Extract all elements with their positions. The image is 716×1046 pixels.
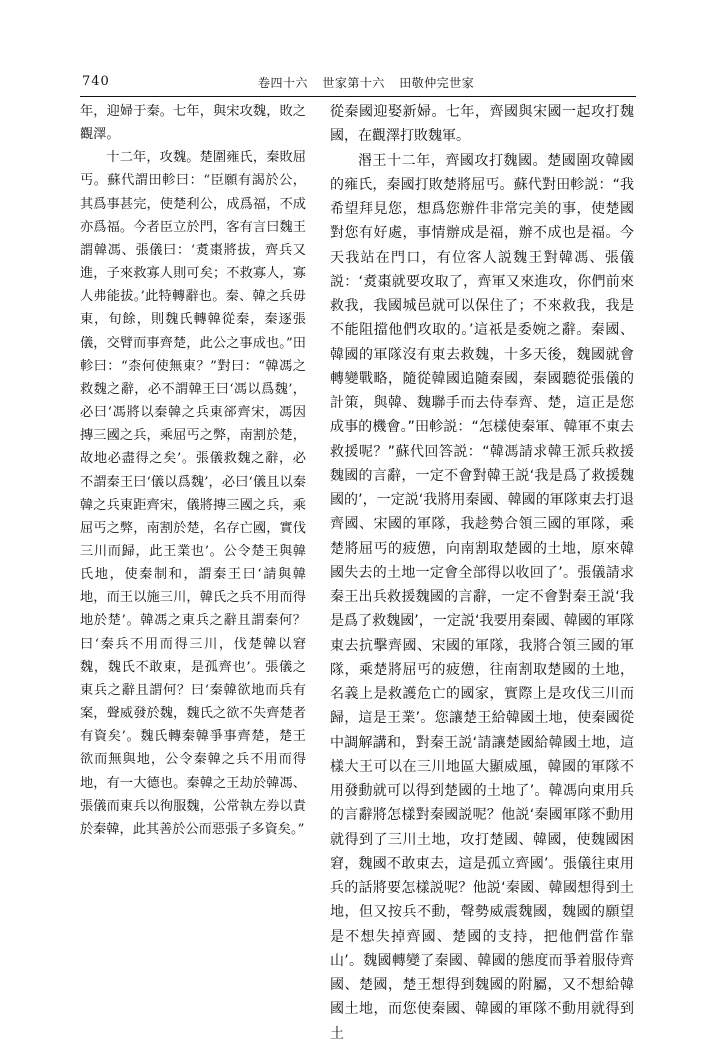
translation-text-column xyxy=(330,100,634,1046)
translation-paragraph-2: 湣王十二年，齊國攻打魏國。楚國圍攻韓國的雍氏，秦國打敗楚將屈丐。蘇代對田軫説：“我希望拜見您，想爲您辦件非常完美的事，使楚國對您有好處，事情辦成是福，辦不成也是福。今天我站在門口，有位客人説魏王對韓馮、張儀説：‘煑棗就要攻取了，齊軍又來進攻，你們前來救我，我國城邑就可以保住了；不來救我，我是不能阻擋他們攻取的。’這祇是委婉之辭。秦國、韓國的軍隊沒有東去救魏，十多天後，魏國就會轉變戰略，隨從韓國追隨秦國，秦國聽從張儀的計策，與韓、魏聯手而去侍奉齊、楚，這正是您成事的機會。”田軫説：“怎樣使秦軍、韓軍不東去救援呢？”蘇代回答説：“韓馮請求韓王派兵救援魏國的言辭，一定不會對韓王説‘我是爲了救援魏國的’，一定説‘我將用秦國、韓國的軍隊東去打退齊國、宋國的軍隊，我趁勢合領三國的軍隊，乘楚將屈丐的疲憊，向南割取楚國的土地，原來韓國失去的土地一定會全部得以收回了’。張儀請求秦王出兵救援魏國的言辭，一定不會對秦王説‘我是爲了救魏國’，一定説‘我要用秦國、韓國的軍隊東去抗擊齊國、宋國的軍隊，我將合領三國的軍隊，乘楚將屈丐的疲憊，往南割取楚國的土地，名義上是救護危亡的國家，實際上是攻伐三川而歸，這是王業’。您讓楚王給韓國土地，使秦國從中調解講和，對秦王説‘請讓楚國給韓國土地，這樣大王可以在三川地區大顯威風，韓國的軍隊不用發動就可以得到楚國的土地了’。韓馮向東用兵的言辭將怎樣對秦國説呢？他説‘秦國軍隊不動用就得到了三川土地，攻打楚國、韓國，使魏國困窘，魏國不敢東去，這是孤立齊國’。張儀往東用兵的話將要怎樣説呢？他説‘秦國、韓國想得到土地，但又按兵不動，聲勢威震魏國，魏國的願望是不想失掉齊國、楚國的支持，把他們當作靠山’。魏國轉變了秦國、韓國的態度而爭着服侍齊國、楚國，楚王想得到魏國的附屬，又不想給韓國土地，而您使秦國、韓國的軍隊不動用就得到土 xyxy=(330,152,634,1042)
classical-paragraph-1: 年，迎婦于秦。七年，與宋攻魏，敗之觀澤。 xyxy=(80,104,306,143)
translation-paragraph-1: 從秦國迎娶新婦。七年，齊國與宋國一起攻打魏國，在觀澤打敗魏軍。 xyxy=(330,104,634,145)
section-label: 世家第十六 xyxy=(322,76,385,90)
page-number: 740 xyxy=(82,74,110,89)
volume-label: 卷四十六 xyxy=(258,76,309,90)
classical-paragraph-2: 十二年，攻魏。楚圍雍氏，秦敗屈丐。蘇代謂田軫曰：“臣願有謁於公，其爲事甚完，使楚利公，成爲福，不成亦爲福。今者臣立於門，客有言曰魏王謂韓馮、張儀曰：‘煑棗將拔，齊兵又進，子來救寡人則可矣；不救寡人，寡人弗能拔。’此特轉辭也。秦、韓之兵毋東，旬餘，則魏氏轉韓從秦，秦逐張儀，交臂而事齊楚，此公之事成也。”田軫曰：“柰何使無東？”對曰：“韓馮之救魏之辭，必不謂韓王曰‘馮以爲魏’，必曰‘馮將以秦韓之兵東郤齊宋，馮因摶三國之兵，乘屈丐之弊，南割於楚，故地必盡得之矣’。張儀救魏之辭，必不謂秦王曰‘儀以爲魏’，必曰‘儀且以秦韓之兵東距齊宋，儀將摶三國之兵，乘屈丐之弊，南割於楚，名存亡國，實伐三川而歸，此王業也’。公令楚王與韓氏地，使秦制和，謂秦王曰‘請與韓地，而王以施三川，韓氏之兵不用而得地於楚’。韓馮之東兵之辭且謂秦何？曰‘秦兵不用而得三川，伐楚韓以窘魏，魏氏不敢東，是孤齊也’。張儀之東兵之辭且謂何？曰‘秦韓欲地而兵有案，聲威發於魏，魏氏之欲不失齊楚者有資矣’。魏氏轉秦韓爭事齊楚，楚王欲而無與地，公令秦韓之兵不用而得地，有一大德也。秦韓之王劫於韓馮、張儀而東兵以徇服魏，公常執左券以責於秦韓，此其善於公而惡張子多資矣。” xyxy=(80,150,306,837)
chapter-label: 田敬仲完世家 xyxy=(399,76,475,90)
running-head xyxy=(258,74,484,91)
header-rule xyxy=(80,96,636,97)
classical-text-column xyxy=(80,100,306,841)
